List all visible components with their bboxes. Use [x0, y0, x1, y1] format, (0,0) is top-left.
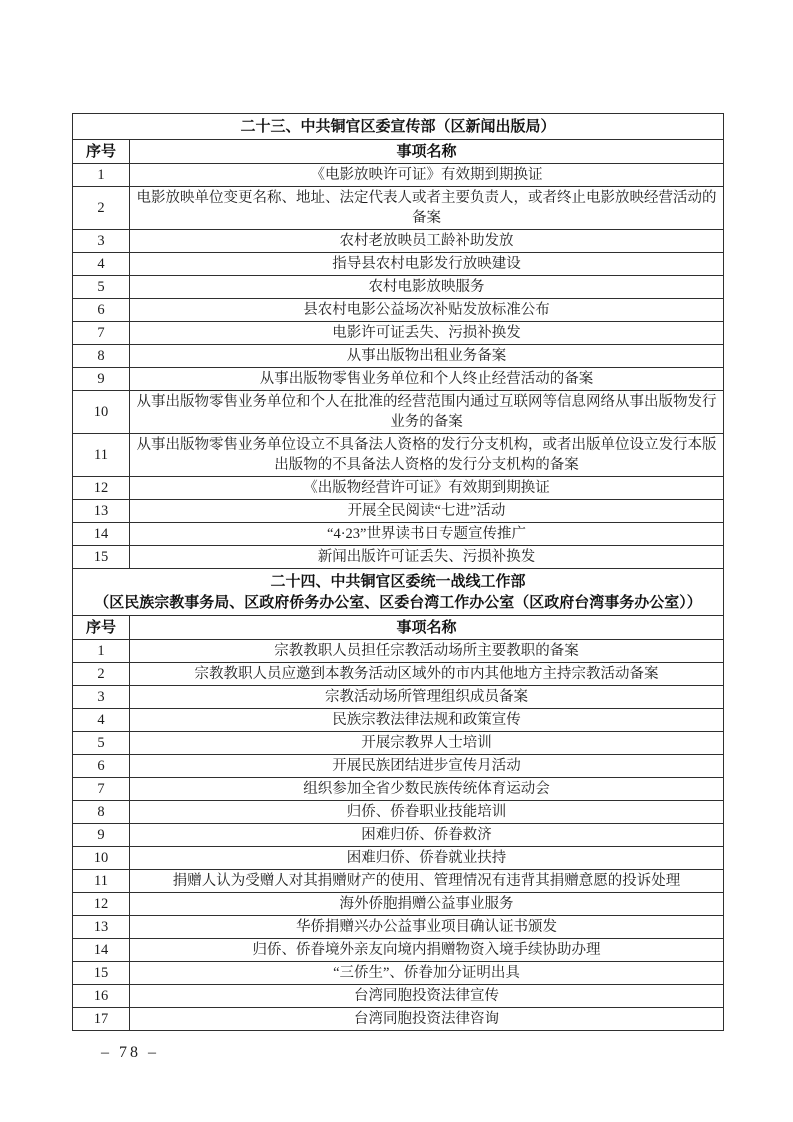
table-row [73, 299, 724, 322]
item-name: 开展全民阅读“七进”活动 [130, 500, 724, 523]
item-index: 15 [73, 962, 130, 985]
section-title-line: 二十三、中共铜官区委宣传部（区新闻出版局） [240, 118, 556, 135]
table-row [73, 893, 724, 916]
table-row [73, 230, 724, 253]
table-row [73, 322, 724, 345]
section-title [73, 569, 724, 616]
table-row [73, 500, 724, 523]
item-index: 8 [73, 801, 130, 824]
item-name: “三侨生”、侨眷加分证明出具 [130, 962, 724, 985]
item-name: 《电影放映许可证》有效期到期换证 [130, 164, 724, 187]
item-name: 从事出版物出租业务备案 [130, 345, 724, 368]
item-index: 8 [73, 345, 130, 368]
item-name: 电影许可证丢失、污损补换发 [130, 322, 724, 345]
item-name: 开展民族团结进步宣传月活动 [130, 755, 724, 778]
item-index: 9 [73, 368, 130, 391]
item-name: “4·23”世界读书日专题宣传推广 [130, 523, 724, 546]
item-index: 12 [73, 477, 130, 500]
item-index: 1 [73, 640, 130, 663]
table-row [73, 962, 724, 985]
column-header-name: 事项名称 [130, 140, 724, 164]
item-name: 县农村电影公益场次补贴发放标准公布 [130, 299, 724, 322]
item-name: 组织参加全省少数民族传统体育运动会 [130, 778, 724, 801]
item-index: 10 [73, 847, 130, 870]
table-row [73, 709, 724, 732]
table-row [73, 778, 724, 801]
item-name: 华侨捐赠兴办公益事业项目确认证书颁发 [130, 916, 724, 939]
column-header-name: 事项名称 [130, 616, 724, 640]
item-name: 《出版物经营许可证》有效期到期换证 [130, 477, 724, 500]
page-number: – 78 – [101, 1044, 159, 1061]
table-row [73, 916, 724, 939]
table-row [73, 939, 724, 962]
column-header-index: 序号 [73, 616, 130, 640]
table-row [73, 434, 724, 477]
item-name: 从事出版物零售业务单位设立不具备法人资格的发行分支机构，或者出版单位设立发行本版出版物的不具备法人资格的发行分支机构的备案 [130, 434, 724, 477]
section-title-line: （区民族宗教事务局、区政府侨务办公室、区委台湾工作办公室（区政府台湾事务办公室）） [94, 594, 702, 611]
item-index: 3 [73, 686, 130, 709]
item-name: 从事出版物零售业务单位和个人终止经营活动的备案 [130, 368, 724, 391]
item-name: 电影放映单位变更名称、地址、法定代表人或者主要负责人，或者终止电影放映经营活动的备案 [130, 187, 724, 230]
table-row [73, 732, 724, 755]
item-name: 宗教教职人员应邀到本教务活动区域外的市内其他地方主持宗教活动备案 [130, 663, 724, 686]
item-index: 10 [73, 391, 130, 434]
item-index: 3 [73, 230, 130, 253]
item-index: 6 [73, 755, 130, 778]
item-name: 宗教教职人员担任宗教活动场所主要教职的备案 [130, 640, 724, 663]
table-row [73, 345, 724, 368]
table-row [73, 546, 724, 569]
section-title [73, 114, 724, 140]
item-name: 从事出版物零售业务单位和个人在批准的经营范围内通过互联网等信息网络从事出版物发行业务的备案 [130, 391, 724, 434]
table-body [73, 114, 724, 1031]
table-row [73, 847, 724, 870]
item-index: 13 [73, 500, 130, 523]
table-row [73, 187, 724, 230]
item-name: 捐赠人认为受赠人对其捐赠财产的使用、管理情况有违背其捐赠意愿的投诉处理 [130, 870, 724, 893]
item-index: 2 [73, 663, 130, 686]
table-row [73, 870, 724, 893]
item-index: 7 [73, 322, 130, 345]
item-index: 17 [73, 1008, 130, 1031]
item-name: 海外侨胞捐赠公益事业服务 [130, 893, 724, 916]
item-index: 14 [73, 523, 130, 546]
table-row [73, 755, 724, 778]
item-index: 11 [73, 870, 130, 893]
table-row [73, 640, 724, 663]
item-index: 7 [73, 778, 130, 801]
item-name: 民族宗教法律法规和政策宣传 [130, 709, 724, 732]
table-row [73, 477, 724, 500]
item-index: 4 [73, 709, 130, 732]
table-row [73, 663, 724, 686]
item-name: 农村电影放映服务 [130, 276, 724, 299]
items-table [72, 113, 724, 1031]
column-header-row [73, 140, 724, 164]
table-row [73, 391, 724, 434]
item-index: 11 [73, 434, 130, 477]
item-index: 2 [73, 187, 130, 230]
item-name: 归侨、侨眷职业技能培训 [130, 801, 724, 824]
table-row [73, 1008, 724, 1031]
table-row [73, 985, 724, 1008]
item-name: 开展宗教界人士培训 [130, 732, 724, 755]
section-title-line: 二十四、中共铜官区委统一战线工作部 [270, 573, 526, 590]
item-name: 农村老放映员工龄补助发放 [130, 230, 724, 253]
table-row [73, 253, 724, 276]
item-index: 12 [73, 893, 130, 916]
table-row [73, 824, 724, 847]
item-index: 1 [73, 164, 130, 187]
item-name: 归侨、侨眷境外亲友向境内捐赠物资入境手续协助办理 [130, 939, 724, 962]
item-name: 台湾同胞投资法律宣传 [130, 985, 724, 1008]
item-index: 16 [73, 985, 130, 1008]
table-row [73, 801, 724, 824]
document-body [72, 113, 724, 1031]
table-row [73, 164, 724, 187]
item-index: 6 [73, 299, 130, 322]
section-title-row [73, 114, 724, 140]
table-row [73, 368, 724, 391]
item-index: 5 [73, 732, 130, 755]
table-row [73, 686, 724, 709]
item-index: 13 [73, 916, 130, 939]
item-name: 指导县农村电影发行放映建设 [130, 253, 724, 276]
item-name: 台湾同胞投资法律咨询 [130, 1008, 724, 1031]
column-header-index: 序号 [73, 140, 130, 164]
table-row [73, 276, 724, 299]
item-name: 宗教活动场所管理组织成员备案 [130, 686, 724, 709]
item-index: 9 [73, 824, 130, 847]
item-name: 困难归侨、侨眷就业扶持 [130, 847, 724, 870]
item-name: 困难归侨、侨眷救济 [130, 824, 724, 847]
table-row [73, 523, 724, 546]
item-index: 15 [73, 546, 130, 569]
item-index: 4 [73, 253, 130, 276]
item-index: 5 [73, 276, 130, 299]
section-title-row [73, 569, 724, 616]
column-header-row [73, 616, 724, 640]
item-name: 新闻出版许可证丢失、污损补换发 [130, 546, 724, 569]
item-index: 14 [73, 939, 130, 962]
